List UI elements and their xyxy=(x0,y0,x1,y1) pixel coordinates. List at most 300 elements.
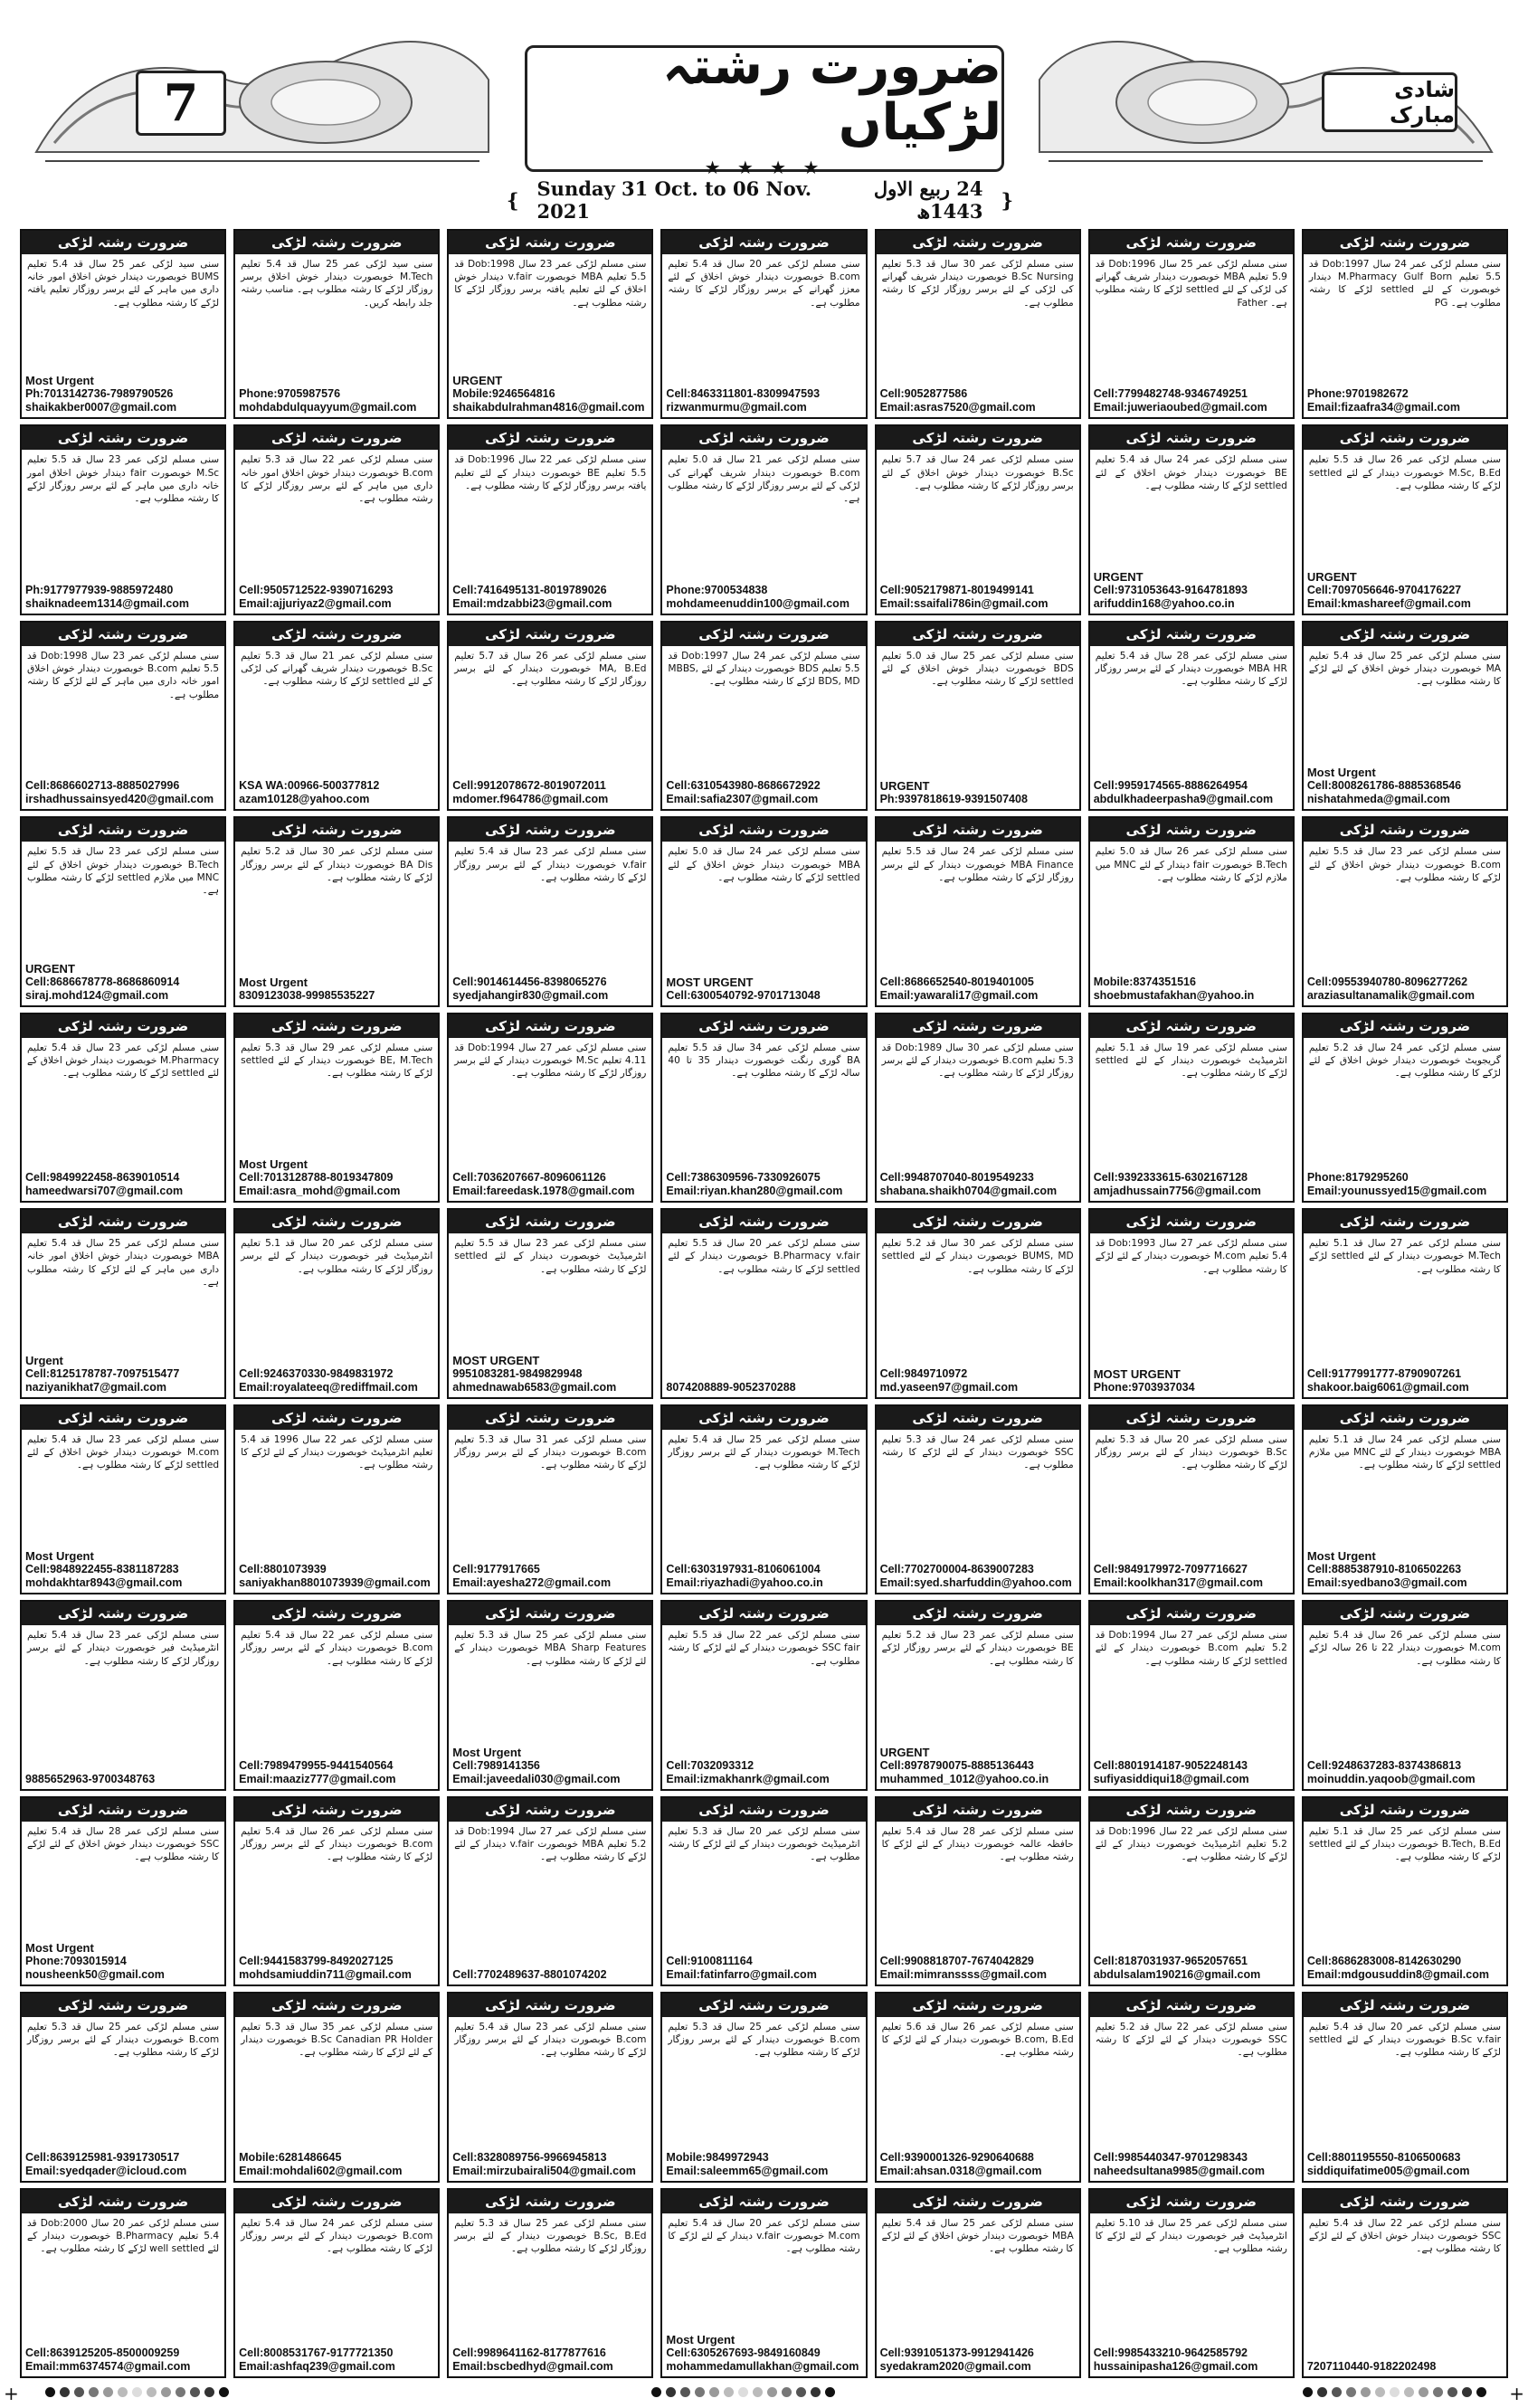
phone-number: Cell:9052877586 xyxy=(879,387,968,401)
ad-heading: ضرورت رشتہ لڑکی xyxy=(1304,231,1506,254)
classified-ad xyxy=(1088,2188,1295,2378)
ad-contact xyxy=(449,1562,651,1593)
ad-heading: ضرورت رشتہ لڑکی xyxy=(449,1994,651,2017)
classified-ad xyxy=(233,229,440,419)
urgent-label: Most Urgent xyxy=(25,1549,94,1564)
ad-contact xyxy=(1304,1758,1506,1789)
bracket-open: { xyxy=(507,188,519,212)
ad-body: سنی مسلم لڑکی عمر 28 سال قد 5.4 تعلیم حافظہ عالمہ خوبصورت دیندار کے لئے لڑکے کا رشتہ مطلوب ہے۔ xyxy=(881,1825,1074,1863)
ad-body: سنی مسلم لڑکی عمر 26 سال قد 5.4 تعلیم M.com خوبصورت دیندار 22 تا 26 سالہ لڑکے کا رشتہ مطلوب ہے۔ xyxy=(1308,1630,1501,1667)
ad-heading: ضرورت رشتہ لڑکی xyxy=(22,818,224,842)
ad-heading: ضرورت رشتہ لڑکی xyxy=(662,426,865,450)
classified-ad xyxy=(233,2188,440,2378)
ad-heading: ضرورت رشتہ لڑکی xyxy=(235,1994,438,2017)
ad-body: سنی مسلم لڑکی عمر 19 سال قد 5.1 تعلیم انٹرمیڈیٹ خوبصورت دیندار کے لئے settled لڑکے کا رشتہ مطلوب ہے۔ xyxy=(1095,1042,1287,1080)
classified-ad xyxy=(20,1796,226,1986)
phone-number: Cell:7386309596-7330926075 xyxy=(666,1171,821,1185)
ad-body: سنی مسلم لڑکی عمر 25 سال قد 5.3 تعلیم B.Sc, B.Ed خوبصورت دیندار کے لئے برسر روزگار لڑکے کا رشتہ مطلوب ہے۔ xyxy=(454,2217,647,2254)
calibration-dot-icon xyxy=(219,2387,229,2397)
classified-ad xyxy=(233,424,440,614)
calibration-dot-icon xyxy=(147,2387,157,2397)
ad-contact xyxy=(235,1758,438,1789)
ad-body: سنی مسلم لڑکی عمر 34 سال قد 5.5 تعلیم BA گوری رنگت خوبصورت دیندار 35 تا 40 سالہ لڑکے کا رشتہ مطلوب ہے۔ xyxy=(668,1042,860,1080)
ad-heading: ضرورت رشتہ لڑکی xyxy=(662,231,865,254)
calibration-dot-icon xyxy=(1419,2387,1428,2397)
ad-body: سنی مسلم لڑکی عمر 20 سال قد 5.1 تعلیم انٹرمیڈیٹ فیر خوبصورت دیندار کے لئے برسر روزگار لڑکے کا رشتہ مطلوب ہے۔ xyxy=(241,1238,433,1275)
ad-heading: ضرورت رشتہ لڑکی xyxy=(1090,1994,1293,2017)
ad-body: سنی مسلم لڑکی عمر 23 سال قد 5.2 تعلیم BE خوبصورت دیندار کے لئے برسر روزگار لڑکے کا رشتہ مطلوب ہے۔ xyxy=(881,1630,1074,1667)
ad-body: سنی مسلم لڑکی عمر 25 سال قد 5.0 تعلیم BDS خوبصورت دیندار خوش اخلاق کے لئے settled لڑکے کا رشتہ مطلوب ہے۔ xyxy=(881,650,1074,688)
email-address: Email:juweriaoubed@gmail.com xyxy=(1093,401,1267,414)
phone-number: Cell:6310543980-8686672922 xyxy=(666,779,821,793)
ad-body: سنی مسلم لڑکی عمر 25 سال قد 5.4 تعلیم MA خوبصورت دیندار خوش اخلاق کے لئے لڑکے کا رشتہ مطلوب ہے۔ xyxy=(1308,650,1501,688)
urgent-label: MOST URGENT xyxy=(666,975,754,989)
phone-number: Cell:7989141356 xyxy=(452,1758,540,1772)
urgent-label: URGENT xyxy=(452,374,503,388)
ad-contact xyxy=(22,1548,224,1593)
phone-number: Cell:9948707040-8019549233 xyxy=(879,1171,1034,1185)
calibration-dot-icon xyxy=(132,2387,142,2397)
email-address: Email:riyazhadi@yahoo.co.in xyxy=(666,1576,823,1590)
email-address: Email:riyan.khan280@gmail.com xyxy=(666,1185,843,1198)
phone-number: Cell:9849922458-8639010514 xyxy=(25,1171,180,1185)
phone-number: Cell:8187031937-9652057651 xyxy=(1093,1955,1248,1968)
date-english: Sunday 31 Oct. to 06 Nov. 2021 xyxy=(536,177,812,223)
classified-ad xyxy=(233,1992,440,2182)
phone-number: Cell:09553940780-8096277262 xyxy=(1306,975,1468,988)
classified-ad xyxy=(660,1013,867,1203)
calibration-dot-icon xyxy=(796,2387,806,2397)
classified-ad xyxy=(1302,816,1508,1006)
email-address: Email:younussyed15@gmail.com xyxy=(1306,1185,1487,1198)
calibration-dot-icon xyxy=(89,2387,99,2397)
ad-body: سنی مسلم لڑکی عمر 22 سال قد 5.4 تعلیم SSC خوبصورت دیندار خوش اخلاق کے لئے لڑکے کا رشتہ مطلوب ہے۔ xyxy=(1308,2217,1501,2254)
ad-body: سنی مسلم لڑکی عمر 20 سال قد 5.4 تعلیم M.com خوبصورت v.fair دیندار کے لئے لڑکے کا رشتہ مطلوب ہے۔ xyxy=(668,2217,860,2254)
ad-contact xyxy=(22,961,224,1005)
ad-heading: ضرورت رشتہ لڑکی xyxy=(22,426,224,450)
urgent-label: Most Urgent xyxy=(1306,766,1376,780)
ad-contact xyxy=(662,975,865,1005)
phone-number: Cell:8639125981-9391730517 xyxy=(25,2150,180,2164)
ad-body: سنی مسلم لڑکی عمر 25 سال Dob:1996 قد 5.9 تعلیم MBA خوبصورت دیندار شریف گھرانے کی لڑکی کے لئے settled لڑکے کا رشتہ مطلوب ہے۔ Father xyxy=(1095,259,1287,309)
classified-ad xyxy=(875,1208,1081,1398)
email-address: Email:kmashareef@gmail.com xyxy=(1306,596,1471,610)
ad-heading: ضرورت رشتہ لڑکی xyxy=(662,1210,865,1233)
ad-body: سنی مسلم لڑکی عمر 30 سال قد 5.2 تعلیم BUMS, MD خوبصورت دیندار کے لئے settled لڑکے کا رشتہ مطلوب ہے۔ xyxy=(881,1238,1074,1275)
ad-contact xyxy=(235,2150,438,2181)
classified-ad xyxy=(875,424,1081,614)
ad-heading: ضرورت رشتہ لڑکی xyxy=(1090,1406,1293,1430)
ad-contact xyxy=(877,1170,1079,1201)
email-address: md.yaseen97@gmail.com xyxy=(879,1380,1019,1394)
email-address: Email:ayesha272@gmail.com xyxy=(452,1576,612,1590)
ad-contact xyxy=(1304,975,1506,1005)
email-address: Email:fizaafra34@gmail.com xyxy=(1306,401,1461,414)
calibration-dot-icon xyxy=(666,2387,676,2397)
phone-number: Cell:9849179972-7097716627 xyxy=(1093,1563,1248,1576)
ad-contact xyxy=(22,1353,224,1397)
ad-body: سنی مسلم لڑکی عمر 28 سال قد 5.4 تعلیم MBA HR خوبصورت دیندار کے لئے برسر روزگار لڑکے کا رشتہ مطلوب ہے۔ xyxy=(1095,650,1287,688)
ad-contact xyxy=(22,1772,224,1789)
phone-number: Cell:8686283008-8142630290 xyxy=(1306,1955,1462,1968)
urgent-label: Most Urgent xyxy=(25,374,94,388)
classified-ad xyxy=(1088,1404,1295,1594)
classified-ad xyxy=(660,816,867,1006)
classified-ad xyxy=(233,1796,440,1986)
email-address: Email:syedqader@icloud.com xyxy=(25,2164,187,2177)
classified-ad xyxy=(1302,424,1508,614)
ad-body: سنی مسلم لڑکی عمر 24 سال قد 5.4 تعلیم BE خوبصورت دیندار خوش اخلاق کے لئے settled لڑکے کا رشتہ مطلوب ہے۔ xyxy=(1095,454,1287,491)
register-mark-left: + xyxy=(4,2383,19,2404)
ad-body: سنی مسلم لڑکی عمر 24 سال Dob:1997 قد 5.5 تعلیم M.Pharmacy Gulf Born دیندار خوبصورت کے لئے settled لڑکے کا رشتہ مطلوب ہے۔ PG xyxy=(1308,259,1501,309)
ad-heading: ضرورت رشتہ لڑکی xyxy=(235,1210,438,1233)
phone-number: Cell:6300540792-9701713048 xyxy=(666,988,821,1002)
phone-number: 9951083281-9849829948 xyxy=(452,1366,583,1380)
register-mark-right: + xyxy=(1509,2383,1524,2404)
classified-ad xyxy=(1088,1013,1295,1203)
ad-contact xyxy=(449,2150,651,2181)
ad-body: سنی مسلم لڑکی عمر 25 سال قد 5.4 تعلیم M.Tech خوبصورت دیندار کے لئے برسر روزگار لڑکے کا رشتہ مطلوب ہے۔ xyxy=(668,1433,860,1471)
classified-ad xyxy=(447,1208,653,1398)
email-address: azam10128@yahoo.com xyxy=(239,793,370,806)
urgent-label: Most Urgent xyxy=(1306,1549,1376,1564)
email-address: muhammed_1012@yahoo.co.in xyxy=(879,1772,1049,1785)
phone-number: Cell:8978790075-8885136443 xyxy=(879,1758,1034,1772)
ad-contact xyxy=(1304,1170,1506,1201)
ad-heading: ضرورت رشتہ لڑکی xyxy=(1090,2190,1293,2213)
ad-heading: ضرورت رشتہ لڑکی xyxy=(662,1406,865,1430)
classified-ad xyxy=(233,1404,440,1594)
email-address: arifuddin168@yahoo.co.in xyxy=(1093,596,1235,610)
ad-body: سنی مسلم لڑکی عمر 27 سال قد 5.1 تعلیم M.Tech خوبصورت دیندار کے لئے settled لڑکے کا رشتہ مطلوب ہے۔ xyxy=(1308,1238,1501,1275)
ad-contact xyxy=(449,1967,651,1984)
calibration-dot-icon xyxy=(60,2387,70,2397)
ad-body: سنی مسلم لڑکی عمر 26 سال قد 5.7 تعلیم MA, B.Ed خوبصورت دیندار کے لئے برسر روزگار لڑکے کا رشتہ مطلوب ہے۔ xyxy=(454,650,647,688)
ad-body: سنی مسلم لڑکی عمر 25 سال قد 5.3 تعلیم B.com خوبصورت دیندار کے لئے برسر روزگار لڑکے کا رشتہ مطلوب ہے۔ xyxy=(27,2022,220,2059)
calibration-dot-icon xyxy=(811,2387,821,2397)
phone-number: Cell:8008531767-9177721350 xyxy=(239,2346,394,2359)
ad-contact xyxy=(1090,1366,1293,1397)
ad-heading: ضرورت رشتہ لڑکی xyxy=(1304,623,1506,646)
ad-body: سنی مسلم لڑکی عمر 30 سال Dob:1989 قد 5.3 تعلیم B.com خوبصورت دیندار کے لئے برسر روزگار لڑکے کا رشتہ مطلوب ہے۔ xyxy=(881,1042,1074,1080)
urgent-label: Most Urgent xyxy=(25,1941,94,1956)
classified-ad xyxy=(447,1600,653,1790)
phone-number: Cell:9246370330-9849831972 xyxy=(239,1366,394,1380)
ad-contact xyxy=(1090,2346,1293,2376)
ad-heading: ضرورت رشتہ لڑکی xyxy=(235,231,438,254)
dateline xyxy=(507,177,1013,223)
email-address: Email:ashfaq239@gmail.com xyxy=(239,2359,395,2373)
ad-contact xyxy=(235,583,438,614)
ad-heading: ضرورت رشتہ لڑکی xyxy=(662,1798,865,1822)
email-address: mohdsamiuddin711@gmail.com xyxy=(239,1968,412,1982)
ad-contact xyxy=(1304,1548,1506,1593)
ad-contact xyxy=(877,386,1079,417)
email-address: mohammedamullakhan@gmail.com xyxy=(666,2359,859,2373)
urgent-label: URGENT xyxy=(25,961,75,976)
classified-ad xyxy=(20,424,226,614)
classified-ad xyxy=(20,621,226,811)
classified-ad xyxy=(447,424,653,614)
ad-body: سنی مسلم لڑکی عمر 20 سال Dob:2000 قد 5.4 تعلیم B.Pharmacy خوبصورت دیندار کے لئے well settled لڑکے کا رشتہ مطلوب ہے۔ xyxy=(27,2217,220,2254)
classified-ad xyxy=(20,1992,226,2182)
email-address: Email:royalateeq@rediffmail.com xyxy=(239,1380,418,1394)
calibration-dot-icon xyxy=(103,2387,113,2397)
ad-contact xyxy=(235,1562,438,1593)
phone-number: Cell:9731053643-9164781893 xyxy=(1093,583,1248,596)
ad-body: سنی مسلم لڑکی عمر 23 سال قد 5.4 تعلیم B.com خوبصورت دیندار کے لئے برسر روزگار لڑکے کا رشتہ مطلوب ہے۔ xyxy=(454,2022,647,2059)
ad-contact xyxy=(449,373,651,417)
calibration-dot-icon xyxy=(1317,2387,1327,2397)
classified-ad xyxy=(1088,1796,1295,1986)
ad-contact xyxy=(449,778,651,809)
ad-contact xyxy=(662,778,865,809)
ad-body: سنی مسلم لڑکی عمر 29 سال قد 5.3 تعلیم BE, M.Tech خوبصورت دیندار کے لئے settled لڑکے کا رشتہ مطلوب ہے۔ xyxy=(241,1042,433,1080)
email-address: shabana.shaikh0704@gmail.com xyxy=(879,1185,1058,1198)
classified-ad xyxy=(660,1796,867,1986)
urgent-label: MOST URGENT xyxy=(1093,1366,1181,1381)
phone-number: Cell:9505712522-9390716293 xyxy=(239,583,394,596)
calibration-dot-icon xyxy=(190,2387,200,2397)
classified-ad xyxy=(1088,816,1295,1006)
phone-number: Cell:7097056646-9704176227 xyxy=(1306,583,1462,596)
classified-ad xyxy=(233,1208,440,1398)
ad-heading: ضرورت رشتہ لڑکی xyxy=(1090,426,1293,450)
ad-heading: ضرورت رشتہ لڑکی xyxy=(877,1014,1079,1038)
ad-contact xyxy=(22,1170,224,1201)
phone-number: Cell:9177991777-8790907261 xyxy=(1306,1366,1462,1380)
calibration-dot-icon xyxy=(1303,2387,1313,2397)
classified-ad xyxy=(660,1404,867,1594)
phone-number: Cell:9441583799-8492027125 xyxy=(239,1955,394,1968)
email-address: amjadhussain7756@gmail.com xyxy=(1093,1185,1261,1198)
ad-heading: ضرورت رشتہ لڑکی xyxy=(662,1602,865,1625)
ad-contact xyxy=(235,386,438,417)
calibration-dot-icon xyxy=(695,2387,705,2397)
ad-heading: ضرورت رشتہ لڑکی xyxy=(877,231,1079,254)
stars-decoration: ★ ★ ★ ★ xyxy=(704,156,825,178)
ad-heading: ضرورت رشتہ لڑکی xyxy=(1090,818,1293,842)
classified-ad xyxy=(20,1600,226,1790)
phone-number: 7207110440-9182202498 xyxy=(1306,2359,1437,2373)
ad-body: سنی مسلم لڑکی عمر 25 سال قد 5.4 تعلیم MBA خوبصورت دیندار خوش اخلاق امور خانہ داری میں ماہر کے لئے لڑکے کا رشتہ مطلوب ہے۔ xyxy=(27,1238,220,1288)
calibration-dot-icon xyxy=(45,2387,55,2397)
classified-ad xyxy=(447,1796,653,1986)
classified-ad xyxy=(660,1992,867,2182)
ad-contact xyxy=(1304,2359,1506,2376)
ad-body: سنی مسلم لڑکی عمر 23 سال قد 5.5 تعلیم M.Sc خوبصورت fair دیندار خوش اخلاق امور خانہ داری میں ماہر کے لئے برسر روزگار لڑکے کا رشتہ مطلوب ہے۔ xyxy=(27,454,220,505)
ad-contact xyxy=(1090,2150,1293,2181)
phone-number: Ph:7013142736-7989790526 xyxy=(25,387,174,401)
ad-body: سنی مسلم لڑکی عمر 24 سال قد 5.0 تعلیم MBA خوبصورت دیندار خوش اخلاق کے لئے settled لڑکے کا رشتہ مطلوب ہے۔ xyxy=(668,846,860,883)
ad-heading: ضرورت رشتہ لڑکی xyxy=(22,1406,224,1430)
ad-body: سنی سید لڑکی عمر 25 سال قد 5.4 تعلیم BUMS خوبصورت دیندار خوش اخلاق امور خانہ داری میں ماہر کے لئے برسر روزگار تعلیم یافتہ لڑکے کا رشتہ مطلوب ہے۔ xyxy=(27,259,220,309)
phone-number: Cell:7702489637-8801074202 xyxy=(452,1968,607,1982)
masthead xyxy=(0,0,1528,226)
ad-heading: ضرورت رشتہ لڑکی xyxy=(449,426,651,450)
classified-ad xyxy=(20,1208,226,1398)
ad-heading: ضرورت رشتہ لڑکی xyxy=(22,1602,224,1625)
ad-body: سنی مسلم لڑکی عمر 28 سال قد 5.4 تعلیم SSC خوبصورت دیندار خوش اخلاق کے لئے لڑکے کا رشتہ مطلوب ہے۔ xyxy=(27,1825,220,1863)
page-number: 7 xyxy=(136,71,226,136)
calibration-dot-icon xyxy=(204,2387,214,2397)
ad-contact xyxy=(662,386,865,417)
ad-heading: ضرورت رشتہ لڑکی xyxy=(662,2190,865,2213)
calibration-dot-icon xyxy=(1404,2387,1414,2397)
color-dots-left xyxy=(45,2387,229,2400)
email-address: ahmednawab6583@gmail.com xyxy=(452,1380,617,1394)
ornament-left-icon xyxy=(27,16,498,175)
email-address: moinuddin.yaqoob@gmail.com xyxy=(1306,1772,1476,1785)
classified-ad xyxy=(20,1013,226,1203)
section-label: شادی مبارک xyxy=(1322,72,1457,132)
classified-ad xyxy=(447,1404,653,1594)
page-title: ضرورت رشتہ لڑکیاں xyxy=(662,37,1001,152)
classified-ad xyxy=(20,2188,226,2378)
ad-heading: ضرورت رشتہ لڑکی xyxy=(22,1798,224,1822)
ad-contact xyxy=(1090,569,1293,614)
ad-heading: ضرورت رشتہ لڑکی xyxy=(1304,1994,1506,2017)
ad-contact xyxy=(1090,778,1293,809)
ad-contact xyxy=(877,583,1079,614)
ad-body: سنی مسلم لڑکی عمر 20 سال قد 5.4 تعلیم B.com خوبصورت دیندار خوش اخلاق کے لئے معزز گھرانے کے برسر روزگار لڑکے کا رشتہ مطلوب ہے۔ xyxy=(668,259,860,309)
email-address: hameedwarsi707@gmail.com xyxy=(25,1185,184,1198)
ad-body: سنی مسلم لڑکی عمر 23 سال Dob:1998 قد 5.5 تعلیم MBA خوبصورت v.fair دیندار خوش اخلاق کے لئے تعلیم یافتہ برسر روزگار لڑکے کا رشتہ مطلوب ہے۔ xyxy=(454,259,647,309)
ad-contact xyxy=(22,583,224,614)
ad-heading: ضرورت رشتہ لڑکی xyxy=(449,231,651,254)
email-address: sufiyasiddiqui18@gmail.com xyxy=(1093,1772,1249,1785)
ad-body: سنی مسلم لڑکی عمر 26 سال قد 5.0 تعلیم B.Tech خوبصورت fair دیندار کے لئے MNC میں ملازم لڑکے کا رشتہ مطلوب ہے۔ xyxy=(1095,846,1287,883)
ad-body: سنی مسلم لڑکی عمر 22 سال Dob:1996 قد 5.2 تعلیم انٹرمیڈیٹ خوبصورت دیندار کے لئے لڑکے کا رشتہ مطلوب ہے۔ xyxy=(1095,1825,1287,1863)
ad-contact xyxy=(877,1366,1079,1397)
ad-heading: ضرورت رشتہ لڑکی xyxy=(235,1406,438,1430)
ad-body: سنی مسلم لڑکی عمر 24 سال قد 5.4 تعلیم B.com خوبصورت دیندار کے لئے برسر روزگار لڑکے کا رشتہ مطلوب ہے۔ xyxy=(241,2217,433,2254)
ad-body: سنی مسلم لڑکی عمر 24 سال قد 5.5 تعلیم MBA Finance خوبصورت دیندار کے لئے برسر روزگار لڑکے کا رشتہ مطلوب ہے۔ xyxy=(881,846,1074,883)
phone-number: Cell:6303197931-8106061004 xyxy=(666,1563,821,1576)
email-address: shaikakber0007@gmail.com xyxy=(25,401,177,414)
phone-number: Cell:7013128788-8019347809 xyxy=(239,1171,394,1185)
classified-ad xyxy=(20,1404,226,1594)
email-address: hussainipasha126@gmail.com xyxy=(1093,2359,1258,2373)
phone-number: Ph:9397818619-9391507408 xyxy=(879,793,1028,806)
ad-heading: ضرورت رشتہ لڑکی xyxy=(662,818,865,842)
ad-contact xyxy=(22,373,224,417)
ad-body: سنی مسلم لڑکی عمر 27 سال Dob:1993 قد 5.4 تعلیم M.com خوبصورت دیندار کے لئے لڑکے کا رشتہ مطلوب ہے۔ xyxy=(1095,1238,1287,1275)
email-address: Email:mirzubairali504@gmail.com xyxy=(452,2164,636,2177)
ad-contact xyxy=(1304,1366,1506,1397)
phone-number: 8309123038-99985535227 xyxy=(239,988,375,1002)
ad-contact xyxy=(449,975,651,1005)
classified-ad xyxy=(447,816,653,1006)
calibration-dot-icon xyxy=(753,2387,763,2397)
email-address: shoebmustafakhan@yahoo.in xyxy=(1093,988,1255,1002)
classified-ad xyxy=(447,2188,653,2378)
ad-body: سنی مسلم لڑکی عمر 25 سال قد 5.4 تعلیم MBA خوبصورت دیندار خوش اخلاق کے لئے لڑکے کا رشتہ مطلوب ہے۔ xyxy=(881,2217,1074,2254)
ad-heading: ضرورت رشتہ لڑکی xyxy=(1090,1602,1293,1625)
urgent-label: URGENT xyxy=(879,1745,930,1759)
ad-heading: ضرورت رشتہ لڑکی xyxy=(662,1994,865,2017)
ad-heading: ضرورت رشتہ لڑکی xyxy=(877,426,1079,450)
ad-heading: ضرورت رشتہ لڑکی xyxy=(877,1798,1079,1822)
ad-contact xyxy=(449,1353,651,1397)
ad-contact xyxy=(662,1758,865,1789)
ad-body: سنی مسلم لڑکی عمر 23 سال قد 5.4 تعلیم M.Pharmacy خوبصورت دیندار خوش اخلاق کے لئے settled لڑکے کا رشتہ مطلوب ہے۔ xyxy=(27,1042,220,1080)
phone-number: Cell:8686652540-8019401005 xyxy=(879,975,1034,988)
classified-ad xyxy=(1302,2188,1508,2378)
ad-contact xyxy=(662,2332,865,2376)
phone-number: 8074208889-9052370288 xyxy=(666,1380,796,1394)
ad-contact xyxy=(1090,1758,1293,1789)
classified-ad xyxy=(875,1600,1081,1790)
calibration-dot-icon xyxy=(680,2387,690,2397)
ad-body: سنی مسلم لڑکی عمر 23 سال قد 5.4 تعلیم M.com خوبصورت دیندار خوش اخلاق کے لئے settled لڑکے کا رشتہ مطلوب ہے۔ xyxy=(27,1433,220,1471)
classified-ad xyxy=(1302,1404,1508,1594)
classified-ad xyxy=(875,1013,1081,1203)
phone-number: Phone:8179295260 xyxy=(1306,1171,1409,1185)
ad-contact xyxy=(877,2346,1079,2376)
ad-body: سنی مسلم لڑکی عمر 31 سال قد 5.3 تعلیم B.com خوبصورت دیندار کے لئے برسر روزگار لڑکے کا رشتہ مطلوب ہے۔ xyxy=(454,1433,647,1471)
email-address: Email:fareedask.1978@gmail.com xyxy=(452,1185,635,1198)
bracket-close: } xyxy=(1001,188,1013,212)
ad-heading: ضرورت رشتہ لڑکی xyxy=(449,623,651,646)
ad-body: سنی مسلم لڑکی عمر 20 سال قد 5.3 تعلیم انٹرمیڈیٹ خوبصورت دیندار کے لئے لڑکے کا رشتہ مطلوب ہے۔ xyxy=(668,1825,860,1863)
ad-heading: ضرورت رشتہ لڑکی xyxy=(449,1406,651,1430)
email-address: abdulkhadeerpasha9@gmail.com xyxy=(1093,793,1274,806)
phone-number: Cell:7416495131-8019789026 xyxy=(452,583,607,596)
ad-body: سنی مسلم لڑکی عمر 30 سال قد 5.3 تعلیم B.Sc Nursing خوبصورت دیندار شریف گھرانے کی لڑکی کے لئے برسر روزگار لڑکے کا رشتہ مطلوب ہے۔ xyxy=(881,259,1074,309)
phone-number: Cell:9849710972 xyxy=(879,1366,968,1380)
phone-number: Cell:7989479955-9441540564 xyxy=(239,1758,394,1772)
ad-heading: ضرورت رشتہ لڑکی xyxy=(1090,1014,1293,1038)
email-address: naheedsultana9985@gmail.com xyxy=(1093,2164,1266,2177)
ad-heading: ضرورت رشتہ لڑکی xyxy=(22,1014,224,1038)
phone-number: Cell:9985433210-9642585792 xyxy=(1093,2346,1248,2359)
ad-heading: ضرورت رشتہ لڑکی xyxy=(877,1210,1079,1233)
phone-number: Cell:8801914187-9052248143 xyxy=(1093,1758,1248,1772)
urgent-label: Most Urgent xyxy=(239,975,308,989)
phone-number: Cell:9848922455-8381187283 xyxy=(25,1563,179,1576)
email-address: Email:syed.sharfuddin@yahoo.com xyxy=(879,1576,1072,1590)
classified-ad xyxy=(447,621,653,811)
ad-contact xyxy=(1090,1562,1293,1593)
phone-number: Cell:8125178787-7097515477 xyxy=(25,1366,180,1380)
email-address: Email:mm6374574@gmail.com xyxy=(25,2359,191,2373)
ad-heading: ضرورت رشتہ لڑکی xyxy=(235,1602,438,1625)
urgent-label: URGENT xyxy=(879,779,930,794)
ad-body: سنی مسلم لڑکی عمر 27 سال Dob:1994 قد 5.2 تعلیم MBA خوبصورت v.fair دیندار کے لئے لڑکے کا رشتہ مطلوب ہے۔ xyxy=(454,1825,647,1863)
phone-number: Cell:8686602713-8885027996 xyxy=(25,779,180,793)
email-address: Email:maaziz777@gmail.com xyxy=(239,1772,396,1785)
ad-contact xyxy=(1304,386,1506,417)
phone-number: Cell:6305267693-9849160849 xyxy=(666,2346,821,2359)
classified-ad xyxy=(233,1013,440,1203)
email-address: Email:yawarali17@gmail.com xyxy=(879,988,1039,1002)
email-address: Email:ahsan.0318@gmail.com xyxy=(879,2164,1042,2177)
ad-contact xyxy=(1090,975,1293,1005)
phone-number: Cell:8008261786-8885368546 xyxy=(1306,779,1462,793)
ad-heading: ضرورت رشتہ لڑکی xyxy=(662,1014,865,1038)
email-address: mohdakhtar8943@gmail.com xyxy=(25,1576,183,1590)
classified-ad xyxy=(233,621,440,811)
ad-body: سنی مسلم لڑکی عمر 27 سال Dob:1994 قد 5.2 تعلیم B.com خوبصورت دیندار کے لئے settled لڑکے کا رشتہ مطلوب ہے۔ xyxy=(1095,1630,1287,1667)
phone-number: Phone:9700534838 xyxy=(666,583,768,596)
ad-contact xyxy=(877,1745,1079,1789)
classified-ad xyxy=(660,621,867,811)
classified-ad xyxy=(1088,1600,1295,1790)
calibration-dot-icon xyxy=(767,2387,777,2397)
phone-number: Ph:9177977939-9885972480 xyxy=(25,583,174,596)
email-address: syedjahangir830@gmail.com xyxy=(452,988,609,1002)
